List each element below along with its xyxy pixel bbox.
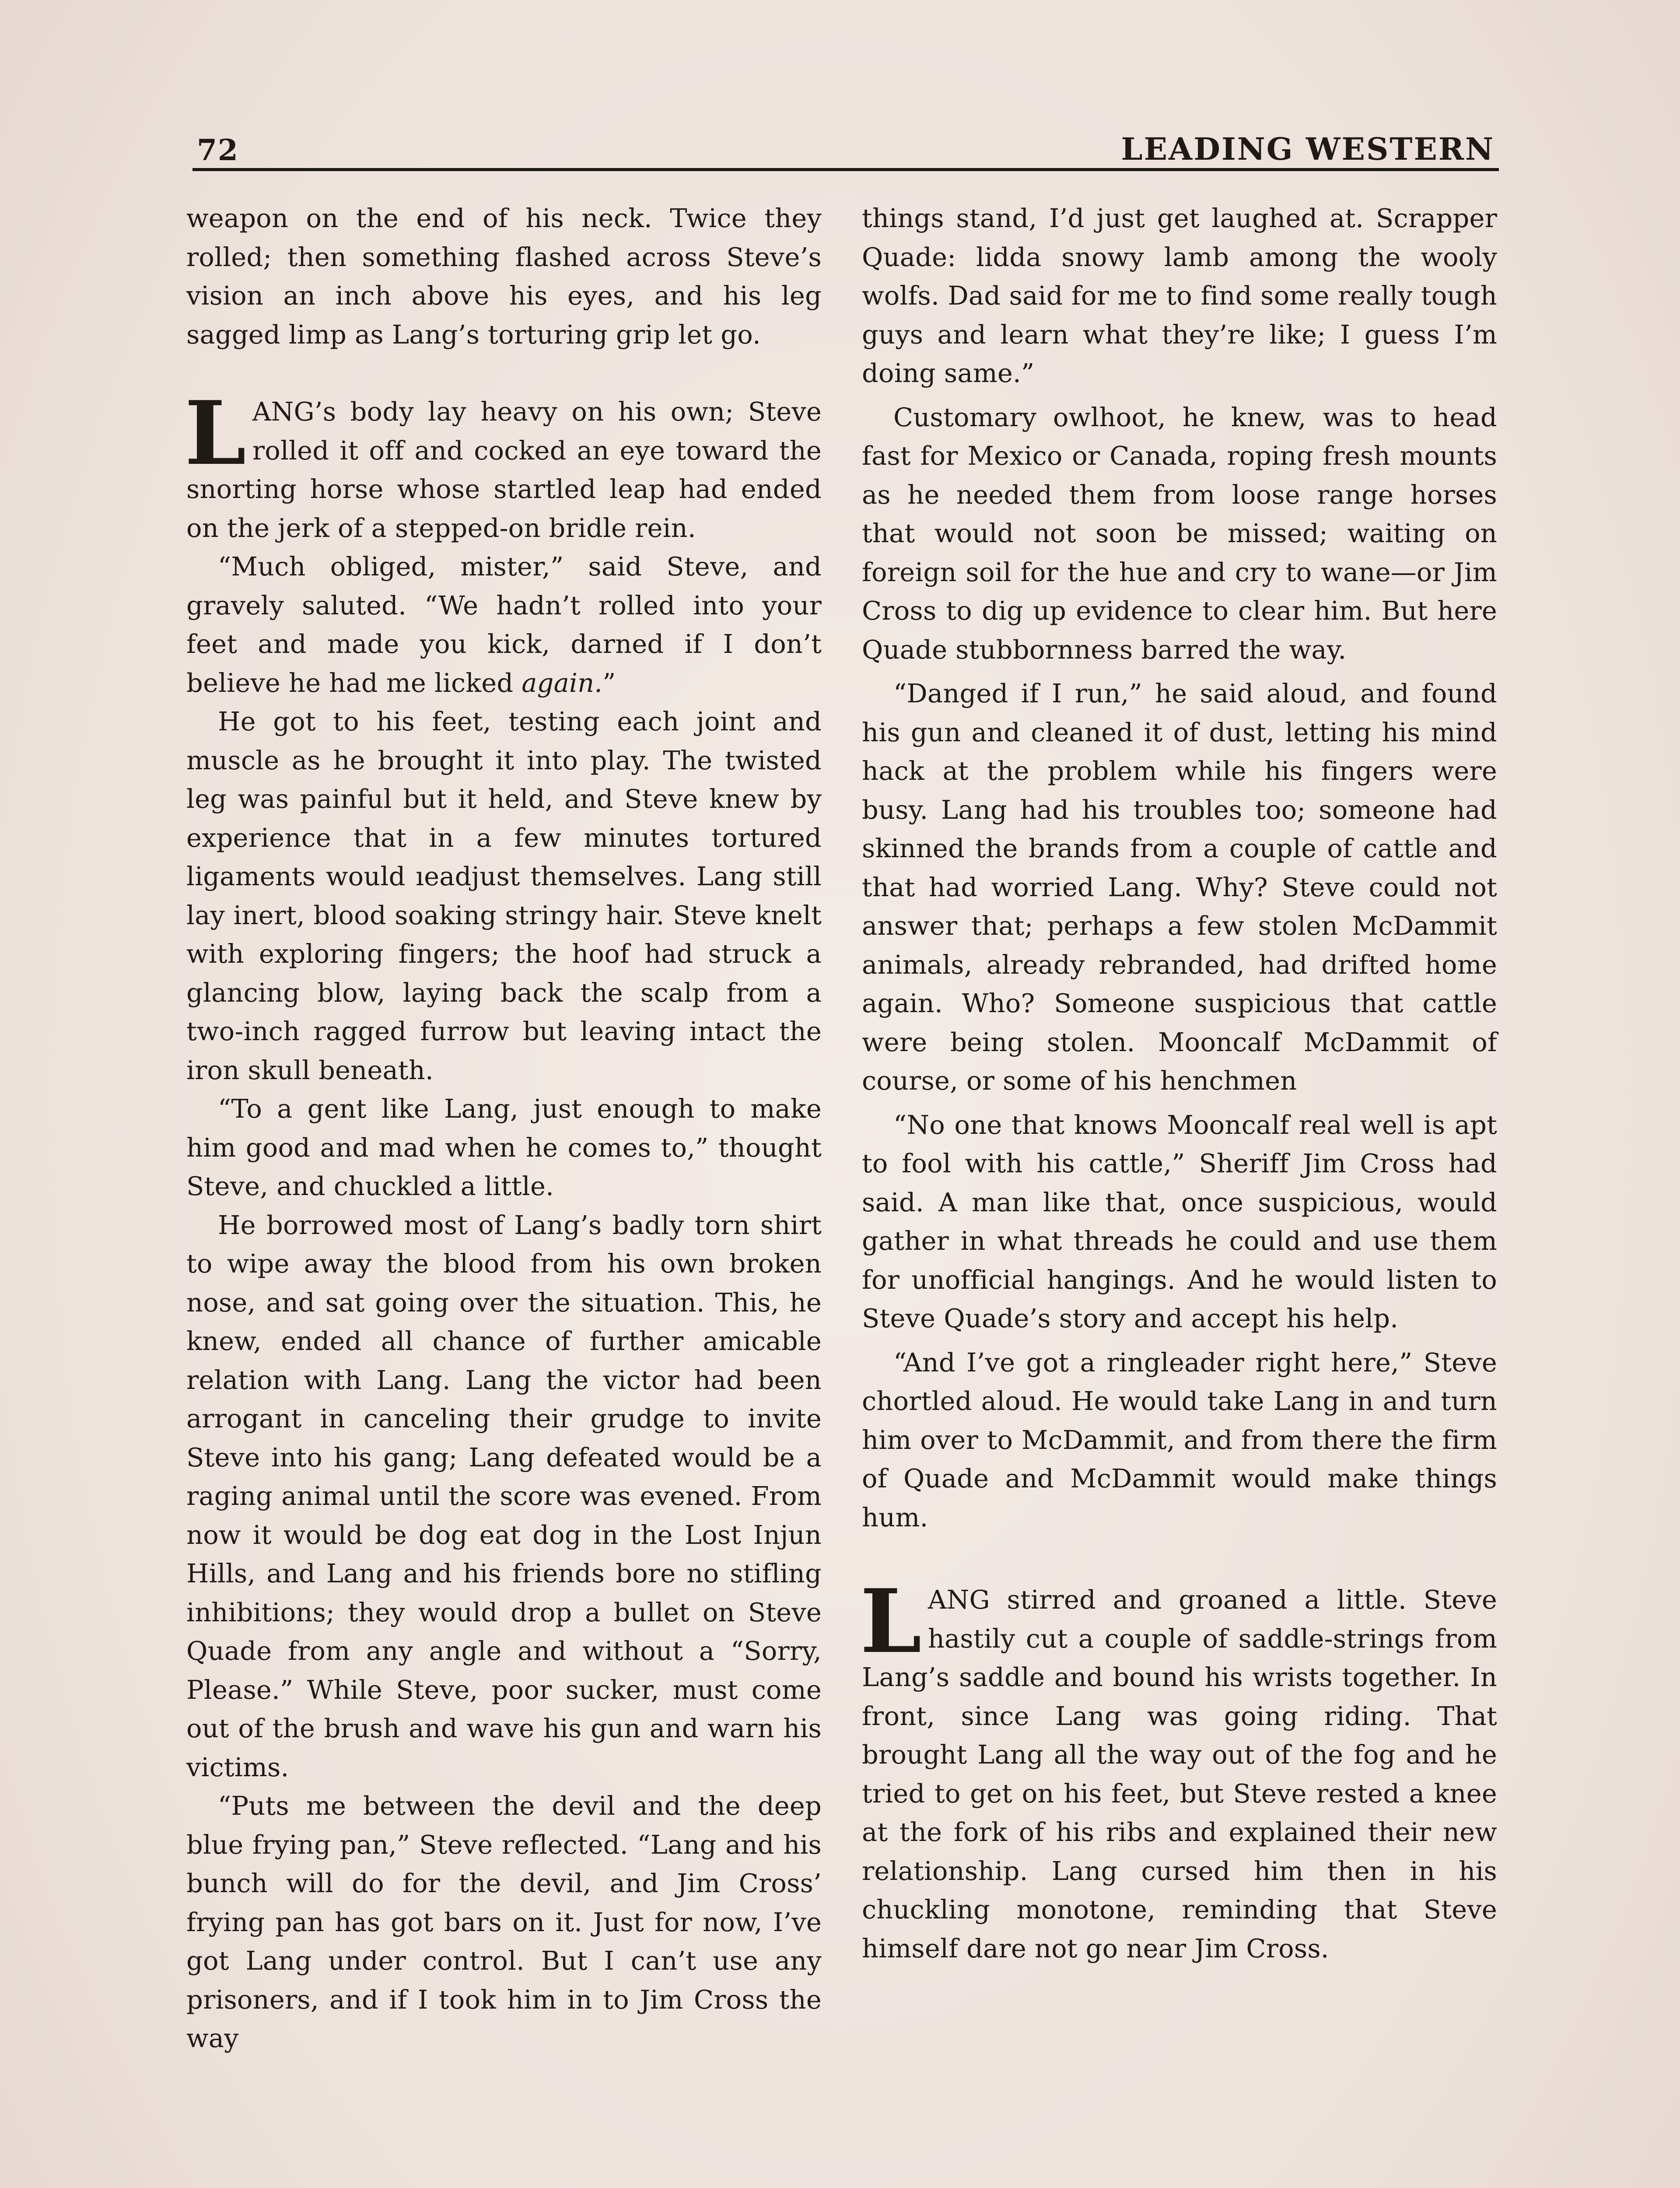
paragraph: Customary owlhoot, he knew, was to head fast for Mexico or Canada, roping fresh mounts as he needed them from loose range horses that would not soon be missed; waiting on foreign soil for the hue and cry to wane—or Jim Cross to dig up evidence to clear him. But here Quade stubbornness barred the way. xyxy=(862,402,1497,665)
drop-cap: L xyxy=(185,382,246,485)
paragraph: “No one that knows Mooncalf real well is apt to fool with his cattle,” Sheriff Jim Cross had said. A man like that, once suspicious, would gather in what threads he could and use them for unofficial hangings. And he would listen to Steve Quade’s story and accept his help. xyxy=(862,1109,1497,1333)
left-column xyxy=(186,199,822,2058)
paragraph: “To a gent like Lang, just enough to make him good and mad when he comes to,” thought Steve, and chuckled a little. xyxy=(186,1094,822,1201)
magazine-title: LEADING WESTERN xyxy=(1121,131,1494,167)
paragraph: weapon on the end of his neck. Twice they rolled; then something flashed across Steve’s vision an inch above his eyes, and his leg sagged limp as Lang’s torturing grip let go. xyxy=(186,203,822,350)
paragraph: He borrowed most of Lang’s badly torn shirt to wipe away the blood from his own broken nose, and sat going over the situation. This, he knew, ended all chance of further amicable relation with Lang. Lang the victor had been arrogant in canceling their grudge to invite Steve into his gang; Lang defeated would be a raging animal until the score was evened. From now it would be dog eat dog in the Lost Injun Hills, and Lang and his friends bore no stifling inhibitions; they would drop a bullet on Steve Quade from any angle and without a “Sorry, Please.” While Steve, poor sucker, must come out of the brush and wave his gun and warn his victims. xyxy=(186,1210,822,1782)
page-header xyxy=(192,122,1499,170)
paragraph: He got to his feet, testing each joint and muscle as he brought it into play. The twisted leg was painful but it held, and Steve knew by experience that in a few minutes tortured ligaments would ıeadjust themselves. Lang still lay inert, blood soaking stringy hair. Steve knelt with exploring fingers; the hoof had struck a glancing blow, laying back the scalp from a two-inch ragged furrow but leaving intact the iron skull beneath. xyxy=(186,706,822,1085)
paragraph: “Puts me between the devil and the deep blue frying pan,” Steve reflected. “Lang and his bunch will do for the devil, and Jim Cross’ frying pan has got bars on it. Just for now, I’ve got Lang under control. But I can’t use any prisoners, and if I took him in to Jim Cross the way xyxy=(186,1791,822,2053)
paragraph-text: “Much obliged, mister,” said Steve, and gravely saluted. “We hadn’t rolled into your feet and made you kick, darned if I don’t believe he had me licked xyxy=(186,551,822,698)
paragraph: “And I’ve got a ringleader right here,” Steve chortled aloud. He would take Lang in and turn him over to McDammit, and from there the firm of Quade and McDammit would make things hum. xyxy=(862,1347,1497,1532)
paragraph xyxy=(186,547,822,702)
paragraph-text: ANG’s body lay heavy on his own; Steve rolled it off and cocked an eye toward the snorting horse whose startled leap had ended on the jerk of a stepped-on bridle rein. xyxy=(186,396,822,543)
paragraph: things stand, I’d just get laughed at. Scrapper Quade: lidda snowy lamb among the wooly wolfs. Dad said for me to find some really tough guys and learn what they’re like; I guess I’m doing same.” xyxy=(862,203,1497,388)
page-number: 72 xyxy=(197,133,239,167)
right-column xyxy=(862,199,1497,1968)
paragraph-dropcap xyxy=(860,1570,1497,1968)
paragraph-text: ANG stirred and groaned a little. Steve hastily cut a couple of saddle-strings from Lang’s saddle and bound his wrists together. In front, since Lang was going riding. That brought Lang all the way out of the fog and he tried to get on his feet, but Steve rested a knee at the fork of his ribs and explained their new relationship. Lang cursed him then in his chuckling monotone, reminding that Steve himself dare not go near Jim Cross. xyxy=(862,1585,1497,1964)
drop-cap: L xyxy=(860,1570,922,1673)
paragraph-dropcap xyxy=(185,382,822,547)
italic-text: again. xyxy=(522,667,603,698)
paragraph: “Danged if I run,” he said aloud, and found his gun and cleaned it of dust, letting his mind hack at the problem while his fingers were busy. Lang had his troubles too; someone had skinned the brands from a couple of cattle and that had worried Lang. Why? Steve could not answer that; perhaps a few stolen McDammit animals, already rebranded, had drifted home again. Who? Someone suspicious that cattle were being stolen. Mooncalf McDammit of course, or some of his henchmen xyxy=(862,678,1497,1096)
paragraph-text: ” xyxy=(602,667,616,698)
header-rule xyxy=(192,168,1499,171)
